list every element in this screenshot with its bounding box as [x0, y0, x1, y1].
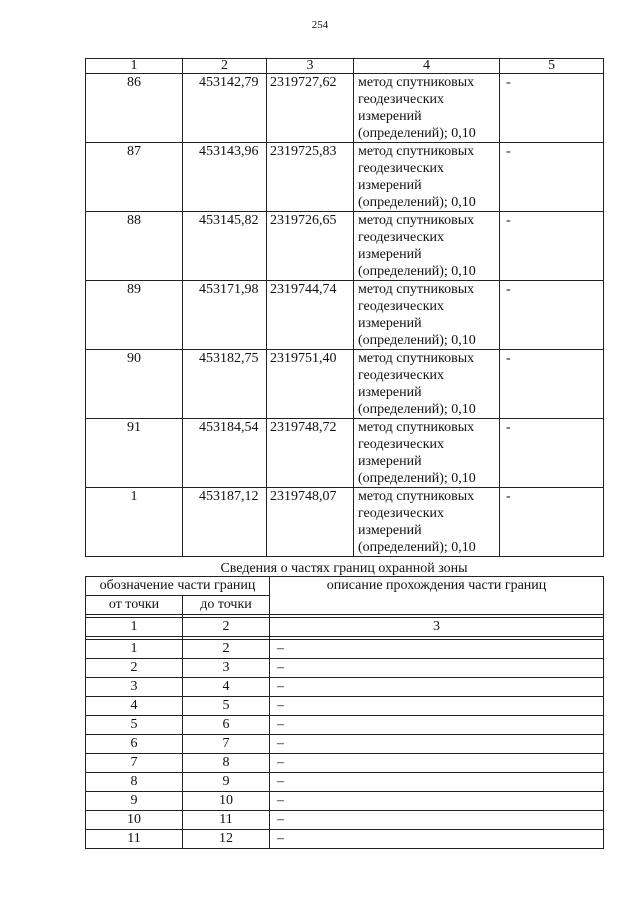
page-number: 254	[311, 19, 329, 31]
from-point: 7	[86, 754, 183, 773]
to-point: 7	[183, 735, 270, 754]
part-description: –	[270, 792, 604, 811]
to-point: 9	[183, 773, 270, 792]
to-point: 8	[183, 754, 270, 773]
note-text: -	[500, 74, 604, 143]
part-description: –	[270, 735, 604, 754]
parts-col-number: 1	[86, 618, 183, 637]
coord-x: 453143,96	[183, 143, 267, 212]
coords-col-number: 5	[500, 59, 604, 74]
coord-x: 453184,54	[183, 419, 267, 488]
from-point: 2	[86, 659, 183, 678]
parts-row	[86, 773, 604, 792]
parts-col-numbers-row	[86, 618, 604, 637]
parts-row	[86, 754, 604, 773]
point-number: 91	[86, 419, 183, 488]
part-description: –	[270, 678, 604, 697]
coords-header-row	[86, 59, 604, 74]
to-point-header: до точки	[183, 596, 270, 615]
point-number: 89	[86, 281, 183, 350]
from-point: 8	[86, 773, 183, 792]
coords-row	[86, 74, 604, 143]
coordinates-table	[85, 58, 604, 557]
parts-row	[86, 716, 604, 735]
part-description: –	[270, 697, 604, 716]
method-text: метод спутниковых геодезических измерений (определений); 0,10	[354, 488, 500, 557]
part-description: –	[270, 716, 604, 735]
to-point: 12	[183, 830, 270, 849]
note-text: -	[500, 488, 604, 557]
coords-col-number: 1	[86, 59, 183, 74]
coord-y: 2319727,62	[267, 74, 354, 143]
coords-row	[86, 350, 604, 419]
point-number: 86	[86, 74, 183, 143]
method-text: метод спутниковых геодезических измерений (определений); 0,10	[354, 350, 500, 419]
part-description: –	[270, 811, 604, 830]
point-number: 88	[86, 212, 183, 281]
coords-col-number: 4	[354, 59, 500, 74]
from-point: 10	[86, 811, 183, 830]
boundary-parts-table	[85, 576, 604, 849]
note-text: -	[500, 281, 604, 350]
method-text: метод спутниковых геодезических измерений (определений); 0,10	[354, 281, 500, 350]
coord-y: 2319744,74	[267, 281, 354, 350]
section-caption: Сведения о частях границ охранной зоны	[220, 561, 468, 576]
point-number: 90	[86, 350, 183, 419]
parts-col-number: 3	[270, 618, 604, 637]
parts-header-row	[86, 577, 604, 596]
coord-y: 2319726,65	[267, 212, 354, 281]
parts-row	[86, 678, 604, 697]
coords-row	[86, 281, 604, 350]
coord-x: 453171,98	[183, 281, 267, 350]
coords-row	[86, 143, 604, 212]
from-point: 5	[86, 716, 183, 735]
point-number: 87	[86, 143, 183, 212]
coords-row	[86, 212, 604, 281]
part-description: –	[270, 640, 604, 659]
from-point: 1	[86, 640, 183, 659]
note-text: -	[500, 419, 604, 488]
to-point: 11	[183, 811, 270, 830]
from-point: 11	[86, 830, 183, 849]
method-text: метод спутниковых геодезических измерений (определений); 0,10	[354, 419, 500, 488]
coords-row	[86, 488, 604, 557]
part-description: –	[270, 659, 604, 678]
parts-row	[86, 792, 604, 811]
designation-header: обозначение части границ	[86, 577, 270, 596]
note-text: -	[500, 212, 604, 281]
coord-x: 453145,82	[183, 212, 267, 281]
part-description: –	[270, 754, 604, 773]
part-description: –	[270, 830, 604, 849]
coords-row	[86, 419, 604, 488]
coords-col-number: 2	[183, 59, 267, 74]
from-point-header: от точки	[86, 596, 183, 615]
coord-y: 2319725,83	[267, 143, 354, 212]
from-point: 4	[86, 697, 183, 716]
parts-row	[86, 659, 604, 678]
coord-x: 453182,75	[183, 350, 267, 419]
parts-col-number: 2	[183, 618, 270, 637]
note-text: -	[500, 350, 604, 419]
method-text: метод спутниковых геодезических измерений (определений); 0,10	[354, 74, 500, 143]
coord-x: 453142,79	[183, 74, 267, 143]
parts-row	[86, 640, 604, 659]
coord-y: 2319748,72	[267, 419, 354, 488]
part-description: –	[270, 773, 604, 792]
parts-row	[86, 735, 604, 754]
from-point: 3	[86, 678, 183, 697]
to-point: 4	[183, 678, 270, 697]
point-number: 1	[86, 488, 183, 557]
parts-row	[86, 811, 604, 830]
to-point: 6	[183, 716, 270, 735]
description-header: описание прохождения части границ	[270, 577, 604, 615]
coord-y: 2319748,07	[267, 488, 354, 557]
coords-col-number: 3	[267, 59, 354, 74]
from-point: 6	[86, 735, 183, 754]
coord-y: 2319751,40	[267, 350, 354, 419]
to-point: 3	[183, 659, 270, 678]
parts-row	[86, 697, 604, 716]
to-point: 10	[183, 792, 270, 811]
from-point: 9	[86, 792, 183, 811]
to-point: 5	[183, 697, 270, 716]
parts-row	[86, 830, 604, 849]
to-point: 2	[183, 640, 270, 659]
method-text: метод спутниковых геодезических измерений (определений); 0,10	[354, 212, 500, 281]
coord-x: 453187,12	[183, 488, 267, 557]
method-text: метод спутниковых геодезических измерений (определений); 0,10	[354, 143, 500, 212]
note-text: -	[500, 143, 604, 212]
